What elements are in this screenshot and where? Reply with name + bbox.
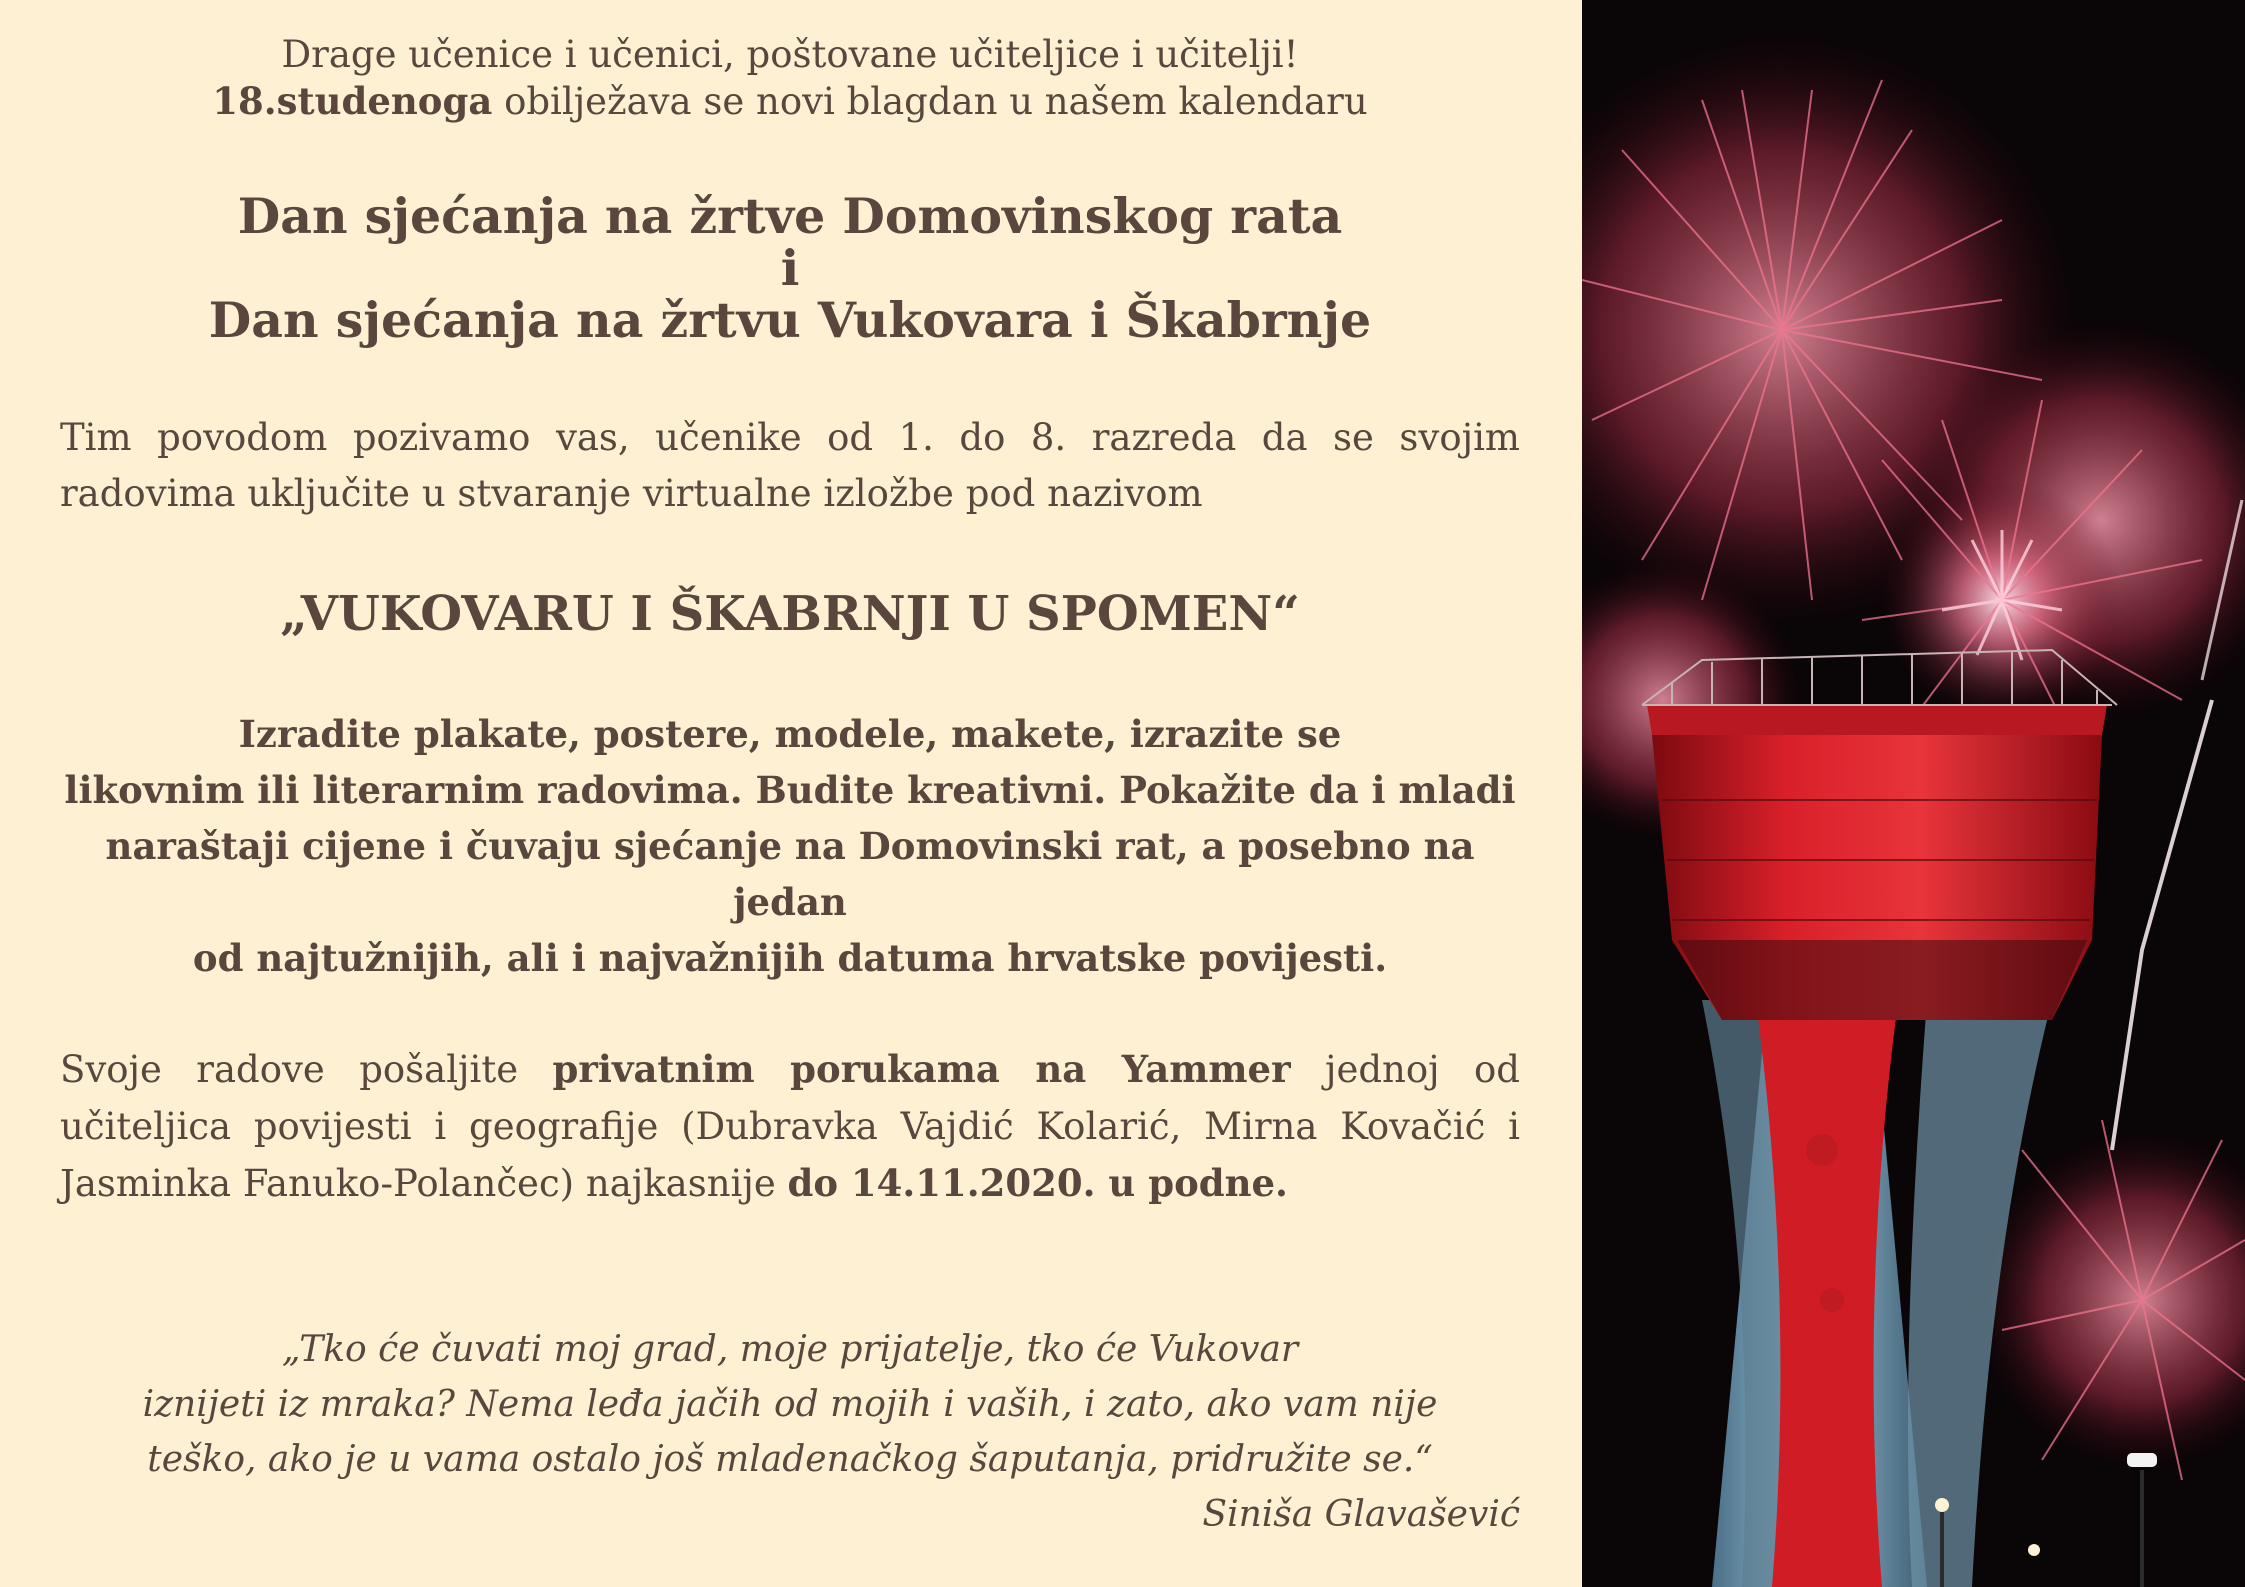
submission-text-1a: Svoje radove pošaljite <box>60 1048 553 1091</box>
instructions-line-3: naraštaji cijene i čuvaju sjećanje na Domovinski rat, a posebno na jedan <box>105 824 1475 924</box>
submission-deadline: do 14.11.2020. u podne. <box>787 1161 1288 1205</box>
title-line-3: Dan sjećanja na žrtvu Vukovara i Škabrnje <box>208 291 1372 349</box>
greeting <box>60 32 1520 125</box>
quote-line-1: „Tko će čuvati moj grad, moje prijatelje, tko će Vukovar <box>281 1329 1299 1370</box>
invitation-line-2: radovima uključite u stvaranje virtualne izložbe pod nazivom <box>60 472 1203 515</box>
submission-text-3a: Jasminka Fanuko-Polančec) najkasnije <box>60 1162 788 1205</box>
quote-line-2: iznijeti iz mraka? Nema leđa jačih od mojih i vaših, i zato, ako vam nije <box>142 1384 1438 1425</box>
quote-line-3: teško, ako je u vama ostalo još mladenačkog šaputanja, pridružite se.“ <box>147 1439 1433 1480</box>
instructions-paragraph <box>60 706 1520 986</box>
submission-line-1 <box>60 1041 1520 1098</box>
submission-channel: privatnim porukama na Yammer <box>552 1047 1291 1091</box>
greeting-line-2 <box>60 78 1520 125</box>
greeting-date: 18.studenoga <box>212 79 493 123</box>
page-title <box>60 187 1520 349</box>
greeting-line-2-rest: obilježava se novi blagdan u našem kalendaru <box>492 80 1368 123</box>
submission-line-3 <box>60 1155 1520 1212</box>
instructions-line-1: Izradite plakate, postere, modele, makete, izrazite se <box>238 712 1342 756</box>
title-line-1: Dan sjećanja na žrtve Domovinskog rata <box>237 187 1343 245</box>
quote-author: Siniša Glavašević <box>1202 1494 1520 1535</box>
exhibition-name: „VUKOVARU I ŠKABRNJI U SPOMEN“ <box>280 586 1300 642</box>
submission-line-2: učiteljica povijesti i geografije (Dubravka Vajdić Kolarić, Mirna Kovačić i <box>60 1105 1520 1148</box>
submission-paragraph <box>60 1041 1520 1212</box>
photo-illustration <box>1582 0 2245 1587</box>
quote <box>60 1322 1520 1487</box>
invitation-paragraph <box>60 410 1520 522</box>
instructions-line-4: od najtužnijih, ali i najvažnijih datuma hrvatske povijesti. <box>192 936 1388 980</box>
water-tower-fireworks-photo <box>1582 0 2245 1587</box>
submission-text-1c: jednoj od <box>1290 1048 1520 1091</box>
instructions-line-2: likovnim ili literarnim radovima. Budite kreativni. Pokažite da i mladi <box>64 768 1516 812</box>
invitation-line-1: Tim povodom pozivamo vas, učenike od 1. do 8. razreda da se svojim <box>60 416 1520 459</box>
title-line-2: i <box>780 239 800 297</box>
greeting-line-1: Drage učenice i učenici, poštovane učiteljice i učitelji! <box>281 33 1299 76</box>
